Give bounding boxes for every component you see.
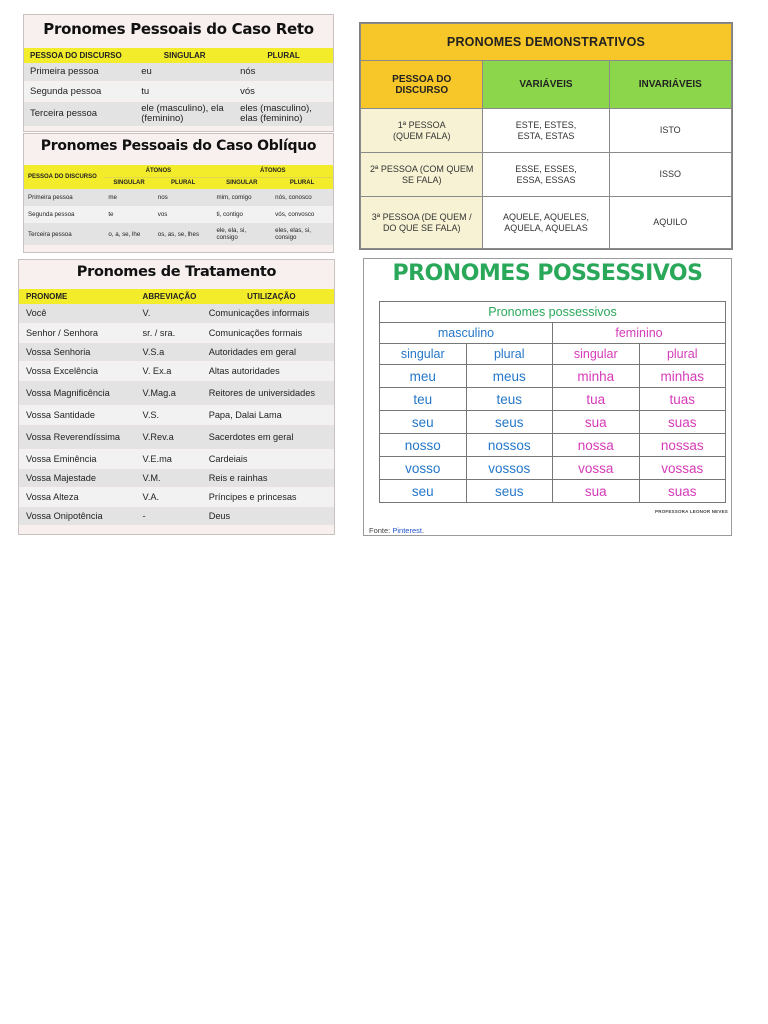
- table-cell: teu: [380, 388, 467, 411]
- table-cell: V.S.a: [136, 342, 202, 361]
- table-cell: vos: [154, 206, 213, 223]
- table-cell: vossa: [553, 457, 640, 480]
- table-cell: ele, ela, si, consigo: [212, 223, 271, 245]
- possessivos-table-title-row: [380, 302, 726, 323]
- table-row: [380, 365, 726, 388]
- table-cell: seus: [466, 411, 553, 434]
- table-row: [24, 223, 333, 245]
- table-cell: V.Rev.a: [136, 424, 202, 449]
- header-singular: SINGULAR: [135, 48, 234, 63]
- table-row: [380, 457, 726, 480]
- header-plural: plural: [466, 344, 553, 365]
- table-cell: Sacerdotes em geral: [202, 424, 334, 449]
- table-row: [19, 468, 334, 487]
- header-pronome: PRONOME: [19, 289, 136, 304]
- table-cell: ISSO: [609, 153, 731, 197]
- table-cell: eles (masculino), elas (feminino): [234, 101, 333, 127]
- table-cell: Papa, Dalai Lama: [202, 405, 334, 424]
- table-cell: -: [136, 506, 202, 525]
- table-cell: Comunicações formais: [202, 323, 334, 342]
- table-row: [24, 206, 333, 223]
- table-cell: sua: [553, 480, 640, 503]
- table-cell: Vossa Reverendíssima: [19, 424, 136, 449]
- header-singular: singular: [380, 344, 467, 365]
- table-cell: seu: [380, 411, 467, 434]
- header-utilizacao: UTILIZAÇÃO: [202, 289, 334, 304]
- demonstrativos-title: PRONOMES DEMONSTRATIVOS: [361, 24, 732, 61]
- table-row: [19, 487, 334, 506]
- caso-reto-table: [24, 48, 333, 128]
- table-cell: meu: [380, 365, 467, 388]
- possessivos-table-wrapper: [379, 301, 726, 503]
- source-end: .: [421, 526, 425, 535]
- table-row: [361, 197, 732, 249]
- caso-obliquo-card: [23, 133, 334, 253]
- table-cell: Reis e rainhas: [202, 468, 334, 487]
- header-masculino: masculino: [380, 323, 553, 344]
- header-plural: plural: [639, 344, 726, 365]
- table-cell: vossos: [466, 457, 553, 480]
- table-row: [19, 405, 334, 424]
- table-cell: Vossa Alteza: [19, 487, 136, 506]
- table-cell: Vossa Onipotência: [19, 506, 136, 525]
- header-singular: SINGULAR: [104, 177, 153, 189]
- table-cell: Vossa Excelência: [19, 361, 136, 380]
- caso-obliquo-title: Pronomes Pessoais do Caso Oblíquo: [40, 138, 317, 154]
- table-row: [24, 82, 333, 101]
- author-credit: PROFESSORA LEONOR NEVES: [655, 509, 728, 514]
- source-caption: [369, 526, 424, 535]
- table-cell: Segunda pessoa: [24, 206, 104, 223]
- tratamento-table: [19, 289, 334, 526]
- decorative-line: [360, 22, 574, 23]
- table-cell: te: [104, 206, 153, 223]
- header-singular: SINGULAR: [212, 177, 271, 189]
- table-cell: Vossa Senhoria: [19, 342, 136, 361]
- table-row: [380, 411, 726, 434]
- table-cell: Terceira pessoa: [24, 101, 135, 127]
- table-cell: Primeira pessoa: [24, 63, 135, 82]
- caso-obliquo-table: [24, 165, 333, 245]
- table-cell: suas: [639, 480, 726, 503]
- demonstrativos-title-row: [361, 24, 732, 61]
- table-row: [24, 63, 333, 82]
- table-cell: V.S.: [136, 405, 202, 424]
- table-cell: V.E.ma: [136, 449, 202, 468]
- table-cell: Altas autoridades: [202, 361, 334, 380]
- table-cell: AQUILO: [609, 197, 731, 249]
- table-row: [380, 434, 726, 457]
- header-atonos: ÁTONOS: [104, 165, 212, 177]
- table-row: [380, 480, 726, 503]
- table-row: [361, 153, 732, 197]
- demonstrativos-header-row: [361, 61, 732, 109]
- table-cell: Você: [19, 304, 136, 323]
- table-cell: nossos: [466, 434, 553, 457]
- table-cell: ISTO: [609, 109, 731, 153]
- possessivos-gender-row: [380, 323, 726, 344]
- header-pessoa: PESSOA DO DISCURSO: [361, 61, 483, 109]
- table-row: [19, 323, 334, 342]
- header-plural: PLURAL: [154, 177, 213, 189]
- table-cell: V. Ex.a: [136, 361, 202, 380]
- table-cell: ele (masculino), ela (feminino): [135, 101, 234, 127]
- table-cell: sr. / sra.: [136, 323, 202, 342]
- table-cell: ti, contigo: [212, 206, 271, 223]
- table-cell: 1ª PESSOA (QUEM FALA): [361, 109, 483, 153]
- table-cell: V.: [136, 304, 202, 323]
- table-row: [380, 388, 726, 411]
- table-cell: Segunda pessoa: [24, 82, 135, 101]
- table-cell: vosso: [380, 457, 467, 480]
- table-row: [19, 424, 334, 449]
- tratamento-card: [18, 259, 335, 535]
- table-cell: 2ª PESSOA (COM QUEM SE FALA): [361, 153, 483, 197]
- table-row: [19, 361, 334, 380]
- table-cell: seus: [466, 480, 553, 503]
- table-cell: eu: [135, 63, 234, 82]
- header-plural: PLURAL: [271, 177, 333, 189]
- table-cell: Cardeiais: [202, 449, 334, 468]
- header-pessoa: PESSOA DO DISCURSO: [24, 165, 104, 189]
- table-cell: minhas: [639, 365, 726, 388]
- table-cell: Deus: [202, 506, 334, 525]
- table-cell: Terceira pessoa: [24, 223, 104, 245]
- table-cell: Autoridades em geral: [202, 342, 334, 361]
- table-cell: tuas: [639, 388, 726, 411]
- caso-reto-title: Pronomes Pessoais do Caso Reto: [43, 20, 314, 38]
- table-cell: nossa: [553, 434, 640, 457]
- possessivos-number-row: [380, 344, 726, 365]
- table-cell: V.M.: [136, 468, 202, 487]
- table-cell: meus: [466, 365, 553, 388]
- header-pessoa: PESSOA DO DISCURSO: [24, 48, 135, 63]
- table-cell: Príncipes e princesas: [202, 487, 334, 506]
- table-cell: me: [104, 189, 153, 206]
- caso-reto-card: [23, 14, 334, 132]
- table-cell: ESTE, ESTES, ESTA, ESTAS: [483, 109, 609, 153]
- table-cell: Primeira pessoa: [24, 189, 104, 206]
- header-atonos-2: ÁTONOS: [212, 165, 333, 177]
- table-cell: seu: [380, 480, 467, 503]
- possessivos-table-title: Pronomes possessivos: [380, 302, 726, 323]
- source-label: Fonte:: [369, 526, 391, 535]
- possessivos-card: [363, 258, 732, 536]
- table-cell: suas: [639, 411, 726, 434]
- table-cell: eles, elas, si, consigo: [271, 223, 333, 245]
- table-cell: Reitores de universidades: [202, 380, 334, 405]
- table-row: [19, 342, 334, 361]
- table-cell: nossas: [639, 434, 726, 457]
- table-row: [24, 189, 333, 206]
- table-cell: V.A.: [136, 487, 202, 506]
- table-cell: Comunicações informais: [202, 304, 334, 323]
- header-feminino: feminino: [553, 323, 726, 344]
- table-cell: vossas: [639, 457, 726, 480]
- header-singular: singular: [553, 344, 640, 365]
- table-cell: minha: [553, 365, 640, 388]
- table-cell: tua: [553, 388, 640, 411]
- table-cell: os, as, se, lhes: [154, 223, 213, 245]
- demonstrativos-card: [359, 22, 733, 250]
- table-row: [361, 109, 732, 153]
- possessivos-title: PRONOMES POSSESSIVOS: [392, 261, 703, 286]
- possessivos-table: [379, 301, 726, 503]
- caso-obliquo-header-group-row: [24, 165, 333, 177]
- header-plural: PLURAL: [234, 48, 333, 63]
- tratamento-header-row: [19, 289, 334, 304]
- table-row: [24, 101, 333, 127]
- tratamento-title: Pronomes de Tratamento: [76, 264, 277, 280]
- table-cell: vós, convosco: [271, 206, 333, 223]
- table-cell: Vossa Santidade: [19, 405, 136, 424]
- table-cell: nosso: [380, 434, 467, 457]
- source-link[interactable]: Pinterest: [392, 526, 422, 535]
- table-cell: nós, conosco: [271, 189, 333, 206]
- table-row: [19, 380, 334, 405]
- table-cell: nós: [234, 63, 333, 82]
- demonstrativos-table: [360, 23, 732, 249]
- table-cell: Senhor / Senhora: [19, 323, 136, 342]
- table-row: [19, 304, 334, 323]
- caso-reto-header-row: [24, 48, 333, 63]
- table-cell: AQUELE, AQUELES, AQUELA, AQUELAS: [483, 197, 609, 249]
- table-cell: mim, comigo: [212, 189, 271, 206]
- table-cell: o, a, se, lhe: [104, 223, 153, 245]
- table-cell: sua: [553, 411, 640, 434]
- table-cell: vós: [234, 82, 333, 101]
- table-row: [19, 449, 334, 468]
- table-cell: nos: [154, 189, 213, 206]
- table-cell: ESSE, ESSES, ESSA, ESSAS: [483, 153, 609, 197]
- table-cell: teus: [466, 388, 553, 411]
- header-variaveis: VARIÁVEIS: [483, 61, 609, 109]
- table-cell: Vossa Majestade: [19, 468, 136, 487]
- header-invariaveis: INVARIÁVEIS: [609, 61, 731, 109]
- table-cell: 3ª PESSOA (DE QUEM / DO QUE SE FALA): [361, 197, 483, 249]
- table-cell: V.Mag.a: [136, 380, 202, 405]
- header-abreviacao: ABREVIAÇÃO: [136, 289, 202, 304]
- table-cell: Vossa Magnificência: [19, 380, 136, 405]
- table-cell: tu: [135, 82, 234, 101]
- table-cell: Vossa Eminência: [19, 449, 136, 468]
- table-row: [19, 506, 334, 525]
